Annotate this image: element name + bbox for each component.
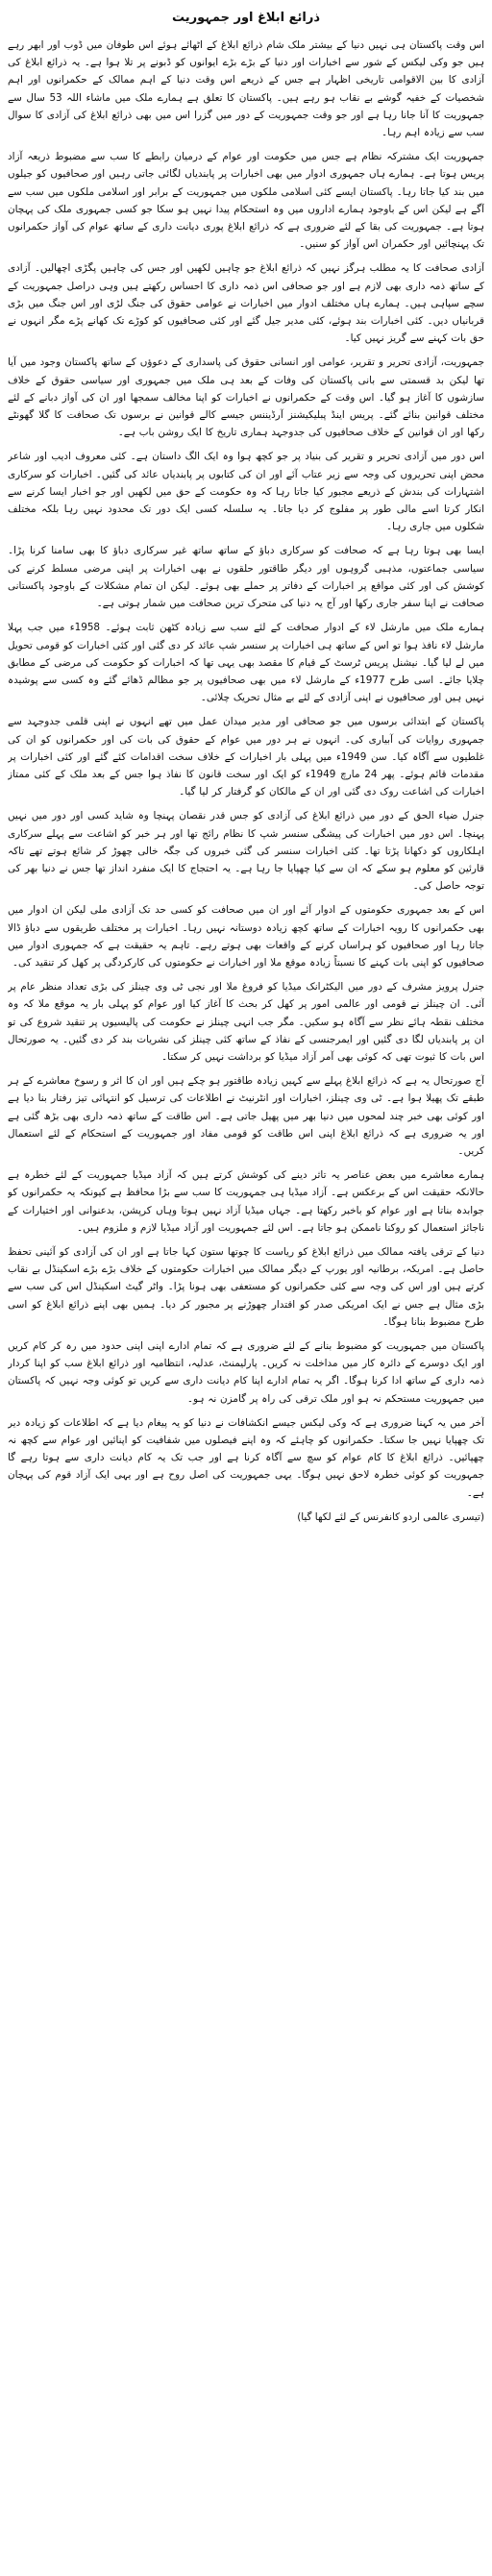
paragraph-9: جنرل ضیاء الحق کے دور میں ذرائع ابلاغ کی آزادی کو جس قدر نقصان پہنچا وہ شاید کسی اور دور میں نہیں پہنچا۔ اس دور میں اخبارات کی پیشگی سنسر شپ کا نظام رائج تھا اور ہر خبر کو اشاعت سے پہلے سرکاری اہلکاروں کو دکھانا پڑتا تھا۔ کئی اخبارات سنسر کی گئی خبروں کی جگہ خالی چھوڑ کر شائع ہوتے تھے تاکہ قارئین کو معلوم ہو سکے کہ ان سے کیا چھپایا جا رہا ہے۔ یہ احتجاج کا ایک منفرد انداز تھا جس نے دنیا بھر کی توجہ حاصل کی۔ [8,810,484,893]
article-title: ذرائع ابلاغ اور جمہوریت [171,11,321,25]
paragraph-4: جمہوریت، آزادی تحریر و تقریر، عوامی اور انسانی حقوق کی پاسداری کے دعوؤں کے ساتھ پاکستان وجود میں آیا تھا لیکن بد قسمتی سے بانی پاکستان کی وفات کے بعد ہی ملک میں جمہوری اور سیاسی حقوق کے خلاف سازشوں کا آغاز ہو گیا۔ اس وقت کے حکمرانوں نے اخبارات کو اپنا مخالف سمجھا اور ان کی آواز دبانے کے لئے مختلف قوانین بنائے گئے۔ پریس اینڈ پبلیکیشنز آرڈیننس جیسے کالے قوانین نے برسوں تک صحافت کا گلا گھونٹے رکھا اور ان قوانین کے خلاف صحافیوں کی جدوجہد ہماری تاریخ کا ایک روشن باب ہے۔ [8,356,484,439]
paragraph-14: دنیا کے ترقی یافتہ ممالک میں ذرائع ابلاغ کو ریاست کا چوتھا ستون کہا جاتا ہے اور ان کی آزادی کو آئینی تحفظ حاصل ہے۔ امریکہ، برطانیہ اور یورپ کے دیگر ممالک میں اخبارات حکومتوں کے خلاف بڑے بڑے اسکینڈل بے نقاب کرتے ہیں اور اس کی وجہ سے کئی حکمرانوں کو مستعفی بھی ہونا پڑا۔ واٹر گیٹ اسکینڈل اس کی سب سے بڑی مثال ہے جس نے ایک امریکی صدر کو اقتدار چھوڑنے پر مجبور کر دیا۔ ہمیں بھی اپنے ذرائع ابلاغ کو اسی طرح مضبوط بنانا ہوگا۔ [8,1246,484,1328]
paragraph-10: اس کے بعد جمہوری حکومتوں کے ادوار آئے اور ان میں صحافت کو کسی حد تک آزادی ملی لیکن ان ادوار میں بھی حکمرانوں کا رویہ اخبارات کے ساتھ کچھ زیادہ دوستانہ نہیں رہا۔ اخبارات پر مختلف طریقوں سے دباؤ ڈالا جاتا رہا اور صحافیوں کو ہراساں کرنے کے واقعات بھی ہوتے رہے۔ تاہم یہ حقیقت ہے کہ جمہوری ادوار میں صحافیوں کو اپنی بات کہنے کا نسبتاً زیادہ موقع ملا اور اخبارات نے حکومتوں کی کارکردگی پر کھل کر تنقید کی۔ [8,904,484,969]
paragraph-16: آخر میں یہ کہنا ضروری ہے کہ وکی لیکس جیسے انکشافات نے دنیا کو یہ پیغام دیا ہے کہ اطلاعات کو زیادہ دیر تک چھپایا نہیں جا سکتا۔ حکمرانوں کو چاہئے کہ وہ اپنے فیصلوں میں شفافیت کو اپنائیں اور عوام سے کچھ نہ چھپائیں۔ ذرائع ابلاغ کا کام عوام کو سچ سے آگاہ کرنا ہے اور جب تک یہ کام دیانت داری سے ہوتا رہے گا جمہوریت کو کوئی خطرہ لاحق نہیں ہوگا۔ یہی جمہوریت کی اصل روح ہے اور یہی ایک آزاد قوم کی پہچان ہے۔ [8,1416,484,1499]
article [8,8,484,2564]
paragraph-13: ہمارے معاشرے میں بعض عناصر یہ تاثر دینے کی کوشش کرتے ہیں کہ آزاد میڈیا جمہوریت کے لئے خطرہ ہے حالانکہ حقیقت اس کے برعکس ہے۔ آزاد میڈیا ہی جمہوریت کا سب سے بڑا محافظ ہے کیونکہ یہ حکمرانوں کو جوابدہ بناتا ہے اور عوام کو باخبر رکھتا ہے۔ جہاں میڈیا آزاد نہیں ہوتا وہاں کرپشن، بدعنوانی اور اختیارات کے ناجائز استعمال کو روکنا ناممکن ہو جاتا ہے۔ اس لئے جمہوریت اور آزاد میڈیا لازم و ملزوم ہیں۔ [8,1169,484,1234]
paragraph-15: پاکستان میں جمہوریت کو مضبوط بنانے کے لئے ضروری ہے کہ تمام ادارے اپنی اپنی حدود میں رہ کر کام کریں اور ایک دوسرے کے دائرہ کار میں مداخلت نہ کریں۔ پارلیمنٹ، عدلیہ، انتظامیہ اور ذرائع ابلاغ سب کو اپنا کردار ذمہ داری کے ساتھ ادا کرنا ہوگا۔ اگر یہ تمام ادارے اپنا کام دیانت داری سے کریں تو کوئی وجہ نہیں کہ پاکستان میں جمہوریت مستحکم نہ ہو اور ملک ترقی کی راہ پر گامزن نہ ہو۔ [8,1340,484,1405]
paragraph-5: اس دور میں آزادی تحریر و تقریر کی بنیاد پر جو کچھ ہوا وہ ایک الگ داستان ہے۔ کئی معروف ادیب اور شاعر محض اپنی تحریروں کی وجہ سے زیر عتاب آئے اور ان کی کتابوں پر پابندیاں عائد کی گئیں۔ اخبارات کو سرکاری اشتہارات کی بندش کے ذریعے مجبور کیا جاتا رہا کہ وہ حکومت کے حق میں لکھیں اور جو اخبار ایسا کرنے سے انکار کرتا اسے مالی طور پر مفلوج کر دیا جاتا۔ یہ سلسلہ کسی ایک دور تک محدود نہیں رہا بلکہ مختلف شکلوں میں جاری رہا۔ [8,451,484,533]
paragraph-11: جنرل پرویز مشرف کے دور میں الیکٹرانک میڈیا کو فروغ ملا اور نجی ٹی وی چینلز کی بڑی تعداد منظر عام پر آئی۔ ان چینلز نے قومی اور عالمی امور پر کھل کر بحث کا آغاز کیا اور عوام کو پہلی بار یہ موقع ملا کہ وہ مختلف نقطہ ہائے نظر سے آگاہ ہو سکیں۔ مگر جب انہی چینلز نے حکومت کی پالیسیوں پر تنقید شروع کی تو ان پر پابندیاں لگا دی گئیں اور ایمرجنسی کے نفاذ کے ساتھ کئی چینلز کی نشریات بند کر دی گئیں۔ یہ صورتحال اس بات کا ثبوت تھی کہ کوئی بھی آمر آزاد میڈیا کو برداشت نہیں کر سکتا۔ [8,981,484,1063]
paragraph-12: آج صورتحال یہ ہے کہ ذرائع ابلاغ پہلے سے کہیں زیادہ طاقتور ہو چکے ہیں اور ان کا اثر و رسوخ معاشرے کے ہر طبقے تک پھیلا ہوا ہے۔ ٹی وی چینلز، اخبارات اور انٹرنیٹ نے اطلاعات کی ترسیل کو انتہائی تیز رفتار بنا دیا ہے اور کوئی بھی خبر چند لمحوں میں دنیا بھر میں پھیل جاتی ہے۔ اس طاقت کے ساتھ ذمہ داری بھی بڑھ گئی ہے اور یہ ضروری ہے کہ ذرائع ابلاغ اپنی اس طاقت کو قومی مفاد اور جمہوریت کے استحکام کے لئے استعمال کریں۔ [8,1075,484,1157]
paragraph-7: ہمارے ملک میں مارشل لاء کے ادوار صحافت کے لئے سب سے زیادہ کٹھن ثابت ہوئے۔ 1958ء میں جب پہلا مارشل لاء نافذ ہوا تو اس کے ساتھ ہی اخبارات پر سنسر شپ عائد کر دی گئی اور کئی اخبارات کو قومی تحویل میں لے لیا گیا۔ نیشنل پریس ٹرسٹ کے قیام کا مقصد بھی یہی تھا کہ اخبارات کو حکومت کی مرضی کے مطابق چلایا جائے۔ اسی طرح 1977ء کے مارشل لاء میں بھی صحافیوں پر جو مظالم ڈھائے گئے وہ کسی سے پوشیدہ نہیں ہیں اور صحافیوں نے اپنی آزادی کے لئے بے مثال تحریک چلائی۔ [8,622,484,704]
closing-note: (تیسری عالمی اردو کانفرنس کے لئے لکھا گیا) [297,1510,484,1523]
paragraph-1: اس وقت پاکستان ہی نہیں دنیا کے بیشتر ملک شام ذرائع ابلاغ کے اٹھائے ہوئے اس طوفان میں ڈوب اور ابھر رہے ہیں جو وکی لیکس کے شور سے اخبارات اور دنیا کے بڑے بڑے ایوانوں کو ڈبونے پر تلا ہوا ہے۔ یہ ذرائع ابلاغ کی آزادی کا بین الاقوامی تاریخی اظہار ہے جس کے ذریعے اس وقت دنیا کے اہم ممالک کے حکمرانوں اور اہم شخصیات کے خفیہ گوشے بے نقاب ہو رہے ہیں۔ پاکستان کا تعلق ہے ہمارے ملک میں ماشاء اللہ 53 سال سے جمہوریت کا آنا جانا رہا ہے اور جو وقت جمہوریت کے دور میں گزرا اس میں بھی ذرائع ابلاغ کی آزادی کا سوال سب سے زیادہ اہم رہا۔ [8,39,484,139]
article-body [8,37,484,2564]
paragraph-3: آزادی صحافت کا یہ مطلب ہرگز نہیں کہ ذرائع ابلاغ جو چاہیں لکھیں اور جس کی چاہیں پگڑی اچھالیں۔ آزادی کے ساتھ ذمہ داری بھی لازم ہے اور جو صحافی اس ذمہ داری کا احساس رکھتے ہیں وہی دراصل جمہوریت کے سچے سپاہی ہیں۔ ہمارے ہاں مختلف ادوار میں اخبارات نے عوامی حقوق کی جنگ لڑی اور اس جنگ میں بڑی قربانیاں دیں۔ کئی اخبارات بند ہوئے، کئی مدیر جیل گئے اور کئی صحافیوں کو کوڑے تک کھانے پڑے مگر انہوں نے حق بات کہنے سے گریز نہیں کیا۔ [8,262,484,345]
paragraph-8: پاکستان کے ابتدائی برسوں میں جو صحافی اور مدیر میدان عمل میں تھے انہوں نے اپنی قلمی جدوجہد سے جمہوری روایات کی آبیاری کی۔ انہوں نے ہر دور میں عوام کے حقوق کی بات کی اور حکمرانوں کو ان کی غلطیوں سے آگاہ کیا۔ سن 1949ء میں پہلی بار اخبارات کے خلاف سخت اقدامات کئے گئے اور کئی اخبارات پر مقدمات قائم ہوئے۔ پھر 24 مارچ 1949ء کو ایک اور سخت قانون کا نفاذ ہوا جس کے بعد ملک کے کئی ممتاز اخبارات کی اشاعت روک دی گئی اور ان کے مالکان کو گرفتار کر لیا گیا۔ [8,716,484,798]
paragraph-6: ایسا بھی ہوتا رہا ہے کہ صحافت کو سرکاری دباؤ کے ساتھ ساتھ غیر سرکاری دباؤ کا بھی سامنا کرنا پڑا۔ سیاسی جماعتوں، مذہبی گروہوں اور دیگر طاقتور حلقوں نے بھی اخبارات پر اپنی مرضی مسلط کرنے کی کوشش کی اور کئی مواقع پر اخبارات کے دفاتر پر حملے بھی ہوئے۔ لیکن ان تمام مشکلات کے باوجود پاکستانی صحافت نے اپنا سفر جاری رکھا اور آج یہ دنیا کی متحرک ترین صحافت میں شمار ہوتی ہے۔ [8,545,484,610]
paragraph-2: جمہوریت ایک مشترکہ نظام ہے جس میں حکومت اور عوام کے درمیان رابطے کا سب سے مضبوط ذریعہ آزاد پریس ہوتا ہے۔ ہمارے ہاں جمہوری ادوار میں بھی اخبارات پر پابندیاں لگائی جاتی رہیں اور صحافیوں کو جیلوں میں بند کیا جاتا رہا۔ پاکستان ایسے کئی اسلامی ملکوں میں جمہوریت کے برابر اور اسلامی ملکوں میں سب سے آگے ہے لیکن اس کے باوجود ہمارے اداروں میں وہ استحکام پیدا نہیں ہو سکا جو کسی جمہوری ملک کی پہچان ہوتا ہے۔ جمہوریت کی بقا کے لئے ضروری ہے کہ ذرائع ابلاغ پوری دیانت داری کے ساتھ عوام کی آواز حکمرانوں تک پہنچائیں اور حکمران اس آواز کو سنیں۔ [8,151,484,251]
